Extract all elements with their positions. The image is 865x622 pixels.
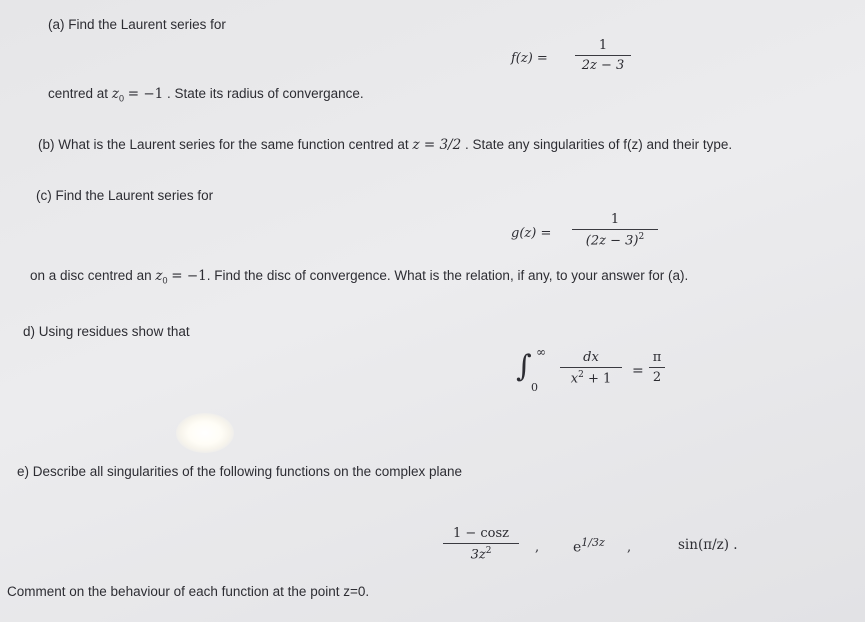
part-e-f1-denominator xyxy=(443,546,519,562)
part-a-centre-value: = −1 xyxy=(127,86,164,102)
part-c-denominator-base: (2z − 3) xyxy=(585,233,639,249)
part-e-prompt: e) Describe all singularities of the following functions on the complex plane xyxy=(17,464,462,479)
part-c-fraction xyxy=(572,212,658,248)
part-c-disc-line xyxy=(30,268,688,286)
part-d-denominator-base: x xyxy=(570,371,579,387)
part-a-centre-text: centred at xyxy=(48,86,109,101)
part-e-function-3: sin(π/z) . xyxy=(678,537,738,553)
part-c-centre-sub: 0 xyxy=(162,275,168,286)
part-c-centre-value: = −1 xyxy=(171,268,207,284)
part-e-f1-denominator-exp: 2 xyxy=(485,546,492,556)
light-glare xyxy=(176,413,234,453)
part-e-function-1 xyxy=(443,526,519,562)
part-c-prompt: (c) Find the Laurent series for xyxy=(36,188,214,203)
part-d-rhs-num: π xyxy=(652,350,662,365)
integral-upper-limit: ∞ xyxy=(536,345,546,359)
part-c-centre-var: z xyxy=(155,268,163,284)
part-a-function-lhs: f(z) = xyxy=(511,51,548,66)
part-c-numerator: 1 xyxy=(610,212,620,227)
part-a-radius-text: . State its radius of convergance. xyxy=(167,86,364,101)
fraction-bar xyxy=(649,367,665,368)
part-b-text-2: . State any singularities of f(z) and their type. xyxy=(464,137,733,152)
separator-2: , xyxy=(627,540,632,555)
part-d-denominator-exp: 2 xyxy=(578,370,584,380)
part-e-comment: Comment on the behaviour of each function at the point z=0. xyxy=(7,584,370,599)
part-e-function-2 xyxy=(573,536,605,556)
part-c-question-text: . Find the disc of convergence. What is the relation, if any, to your answer for (a). xyxy=(206,268,689,283)
fraction-bar xyxy=(443,543,519,544)
part-b-line xyxy=(38,137,732,153)
integral-lower-limit: 0 xyxy=(531,381,538,394)
part-a-numerator: 1 xyxy=(598,38,608,53)
part-e-f1-numerator: 1 − cosz xyxy=(452,526,510,541)
part-d-numerator: dx xyxy=(583,350,599,365)
part-a-denominator: 2z − 3 xyxy=(581,58,625,73)
fraction-bar xyxy=(572,229,658,230)
fraction-bar xyxy=(560,367,622,368)
part-c-function-lhs: g(z) = xyxy=(511,226,552,241)
part-b-text-1: (b) What is the Laurent series for the same function centred at xyxy=(38,137,409,152)
part-d-rhs-den: 2 xyxy=(652,370,662,385)
part-a-centre-var: z xyxy=(111,86,119,102)
integral-sign: ∫ xyxy=(516,349,532,384)
part-e-f2-base: e xyxy=(573,539,582,556)
part-d-fraction xyxy=(560,350,622,386)
part-e-f2-exp: 1/3z xyxy=(581,536,605,549)
part-a-centre-sub: 0 xyxy=(118,93,124,104)
part-d-denominator-rest: + 1 xyxy=(583,371,612,387)
separator-1: , xyxy=(535,540,540,555)
part-a-centre-line xyxy=(48,86,364,104)
part-c-denominator xyxy=(572,232,658,248)
part-c-disc-text: on a disc centred an xyxy=(30,268,152,283)
part-e-f1-denominator-base: 3z xyxy=(470,547,486,563)
part-d-equals: = xyxy=(632,363,644,379)
part-d-rhs-fraction xyxy=(649,350,665,385)
part-d-denominator xyxy=(560,370,622,386)
part-b-math: z = 3/2 xyxy=(412,137,462,153)
part-d-prompt: d) Using residues show that xyxy=(23,324,190,339)
part-c-denominator-exp: 2 xyxy=(638,232,645,242)
part-a-prompt: (a) Find the Laurent series for xyxy=(48,17,226,32)
part-a-fraction xyxy=(575,38,631,73)
fraction-bar xyxy=(575,55,631,56)
